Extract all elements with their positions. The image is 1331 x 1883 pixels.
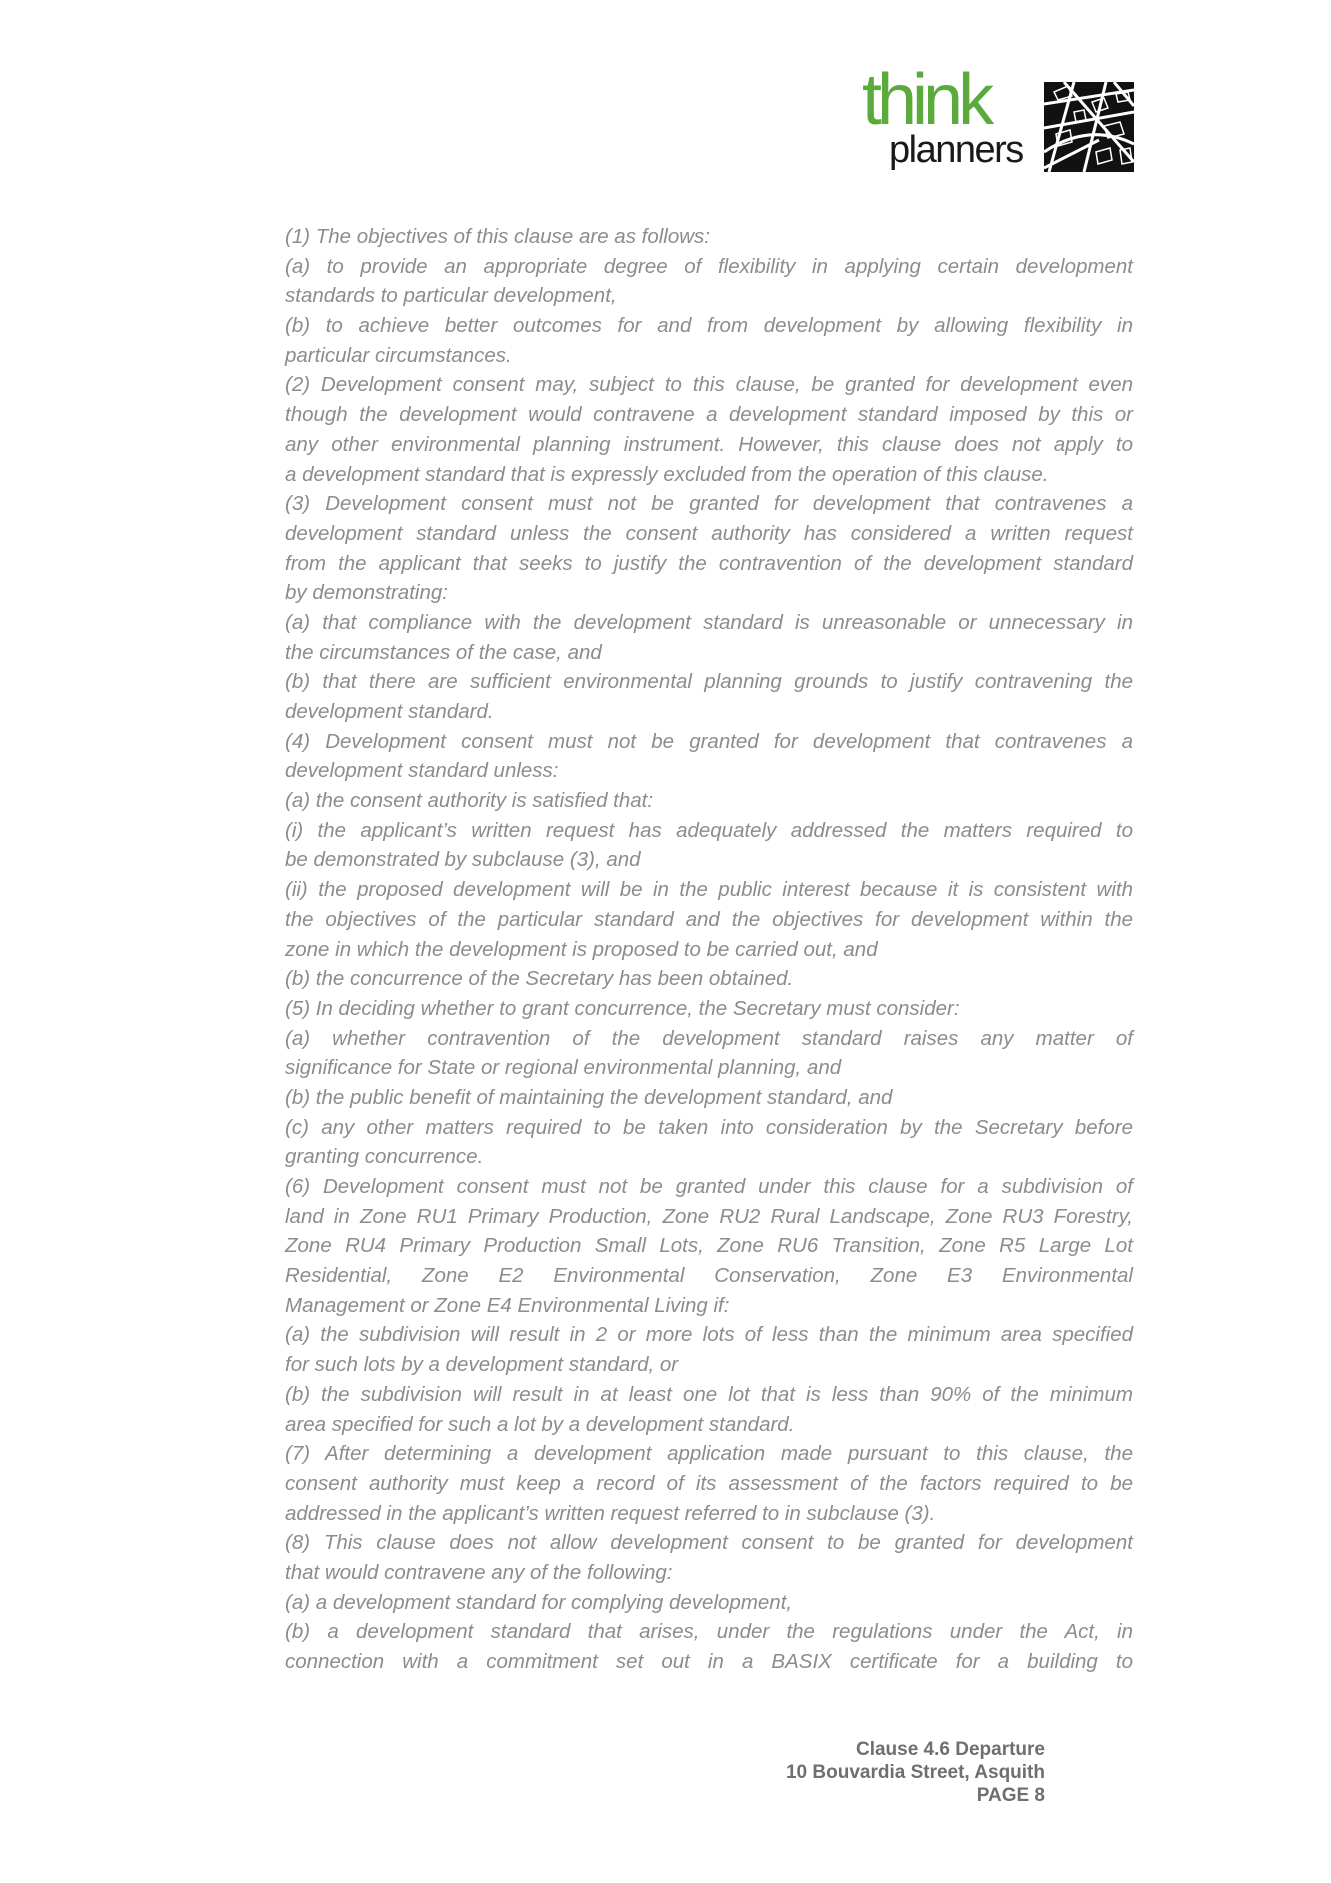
logo-planners-text: planners (889, 129, 1023, 171)
text-line: be demonstrated by subclause (3), and (285, 848, 641, 872)
text-line: (6) Development consent must not be granted under this clause for a subdivision of (285, 1175, 1133, 1198)
text-line: a development standard that is expressly excluded from the operation of this clause. (285, 462, 1049, 486)
text-line: (a) that compliance with the development standard is unreasonable or unnecessary in (285, 610, 1133, 634)
text-line: significance for State or regional environmental planning, and (285, 1056, 842, 1080)
text-line: Management or Zone E4 Environmental Living if: (285, 1293, 730, 1317)
footer-page-number: PAGE 8 (976, 1785, 1045, 1806)
text-line: (b) the concurrence of the Secretary has been obtained. (285, 967, 794, 991)
text-line: connection with a commitment set out in a BASIX certificate for a building to (285, 1650, 1133, 1673)
text-line: (a) to provide an appropriate degree of flexibility in applying certain development (285, 254, 1133, 278)
text-line: zone in which the development is proposed to be carried out, and (285, 937, 878, 961)
text-line: addressed in the applicant’s written request referred to in subclause (3). (285, 1501, 936, 1525)
text-line: (b) the subdivision will result in at least one lot that is less than 90% of the minimum (285, 1382, 1133, 1406)
text-line: Residential, Zone E2 Environmental Conservation, Zone E3 Environmental (285, 1264, 1133, 1288)
street-map-icon (1044, 82, 1134, 172)
text-line: (i) the applicant’s written request has adequately addressed the matters required to (285, 818, 1133, 842)
text-line: (5) In deciding whether to grant concurrence, the Secretary must consider: (285, 996, 960, 1020)
text-line: (a) a development standard for complying development, (285, 1590, 793, 1614)
text-line: development standard. (285, 700, 494, 723)
text-line: (b) the public benefit of maintaining the development standard, and (285, 1085, 893, 1109)
text-line: (4) Development consent must not be granted for development that contravenes a (285, 729, 1133, 753)
text-line: standards to particular development, (285, 284, 617, 308)
text-line: from the applicant that seeks to justify the contravention of the development standard (285, 551, 1133, 575)
text-line: (b) that there are sufficient environmental planning grounds to justify contravening the (285, 670, 1133, 694)
text-line: (a) whether contravention of the development standard raises any matter of (285, 1026, 1133, 1050)
text-line: the objectives of the particular standard and the objectives for development within the (285, 907, 1133, 931)
text-line: development standard unless: (285, 759, 559, 783)
clause-body-text (285, 222, 1133, 1677)
text-line: (b) to achieve better outcomes for and from development by allowing flexibility in (285, 314, 1133, 338)
logo-think-text: think (862, 60, 990, 140)
text-line: granting concurrence. (285, 1145, 484, 1169)
text-line: (c) any other matters required to be taken into consideration by the Secretary before (285, 1115, 1133, 1139)
footer-document-title: Clause 4.6 Departure (855, 1739, 1045, 1760)
text-line: by demonstrating: (285, 581, 448, 605)
text-line: (7) After determining a development application made pursuant to this clause, the (285, 1442, 1133, 1466)
text-line: consent authority must keep a record of its assessment of the factors required to be (285, 1471, 1133, 1495)
text-line: for such lots by a development standard, or (285, 1353, 679, 1377)
text-line: Zone RU4 Primary Production Small Lots, Zone RU6 Transition, Zone R5 Large Lot (285, 1234, 1133, 1258)
text-line: (ii) the proposed development will be in the public interest because it is consistent with (285, 878, 1133, 902)
text-line: (a) the consent authority is satisfied that: (285, 789, 654, 813)
text-line: area specified for such a lot by a development standard. (285, 1412, 795, 1436)
text-line: any other environmental planning instrument. However, this clause does not apply to (285, 432, 1133, 456)
text-line: (b) a development standard that arises, under the regulations under the Act, in (285, 1620, 1133, 1644)
text-line: (a) the subdivision will result in 2 or more lots of less than the minimum area specified (285, 1323, 1133, 1347)
text-line: (1) The objectives of this clause are as follows: (285, 225, 710, 248)
text-line: land in Zone RU1 Primary Production, Zone RU2 Rural Landscape, Zone RU3 Forestry, (285, 1204, 1133, 1228)
text-line: particular circumstances. (285, 343, 512, 367)
text-line: development standard unless the consent authority has considered a written request (285, 521, 1133, 545)
page-footer (786, 1738, 1045, 1807)
company-logo (862, 60, 1134, 178)
text-line: (8) This clause does not allow development consent to be granted for development (285, 1531, 1133, 1555)
text-line: the circumstances of the case, and (285, 640, 602, 664)
footer-address: 10 Bouvardia Street, Asquith (785, 1762, 1045, 1783)
text-line: (3) Development consent must not be granted for development that contravenes a (285, 492, 1133, 516)
text-line: that would contravene any of the following: (285, 1560, 673, 1584)
text-line: (2) Development consent may, subject to this clause, be granted for development even (285, 373, 1133, 397)
text-line: though the development would contravene a development standard imposed by this or (285, 403, 1133, 427)
